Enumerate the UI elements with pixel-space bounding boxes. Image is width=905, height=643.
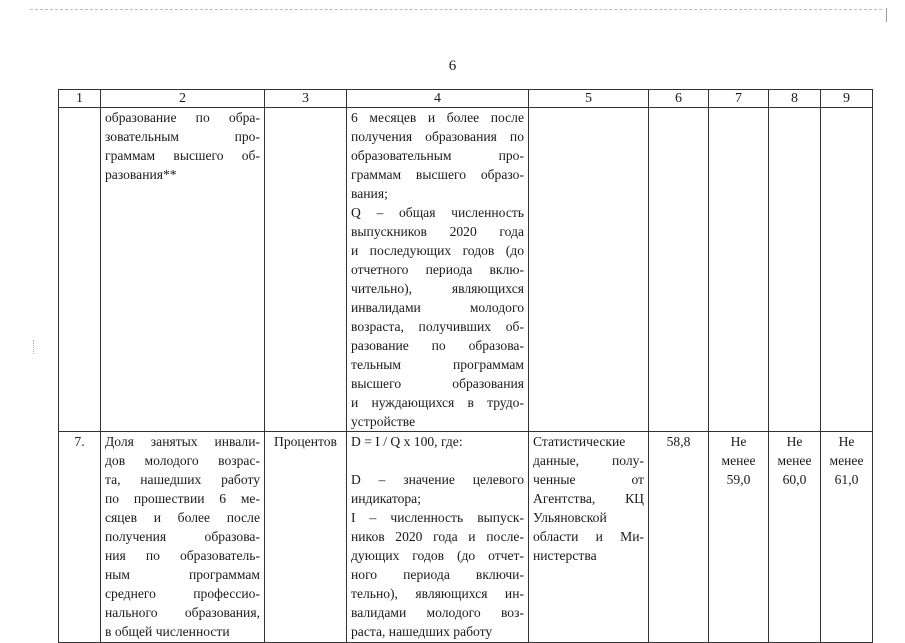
row-target-7 (709, 432, 769, 643)
column-header-7: 7 (709, 90, 769, 108)
target-line: 61,0 (834, 472, 859, 487)
text-line: данные, полу- (533, 453, 644, 468)
text-line: в общей численности (105, 624, 230, 639)
text-line: 6 месяцев и более после (351, 110, 524, 125)
row-cont-base (649, 108, 709, 432)
text-line: I – численность выпуск- (351, 510, 524, 525)
text-line: Статистические (533, 434, 626, 449)
row-cont-unit (265, 108, 347, 432)
target-line: менее (829, 453, 864, 468)
text-line: и последующих годов (до (351, 243, 524, 258)
text-line: раста, нашедших работу (351, 624, 493, 639)
row-formula (347, 432, 529, 643)
text-line: дующих годов (до отчет- (351, 548, 524, 563)
column-header-3: 3 (265, 90, 347, 108)
row-number: 7. (59, 432, 101, 643)
text-line: граммам высшего об- (105, 148, 260, 163)
text-line (351, 451, 524, 470)
row-cont-target-7 (709, 108, 769, 432)
text-line: та, нашедших работу (105, 472, 260, 487)
row-base-value: 58,8 (649, 432, 709, 643)
text-line: ников 2020 года и после- (351, 529, 524, 544)
row-cont-target-9 (821, 108, 873, 432)
column-header-8: 8 (769, 90, 821, 108)
row-cont-number (59, 108, 101, 432)
row-indicator (101, 432, 265, 643)
text-line: вания; (351, 186, 388, 201)
indicator-table (58, 89, 873, 643)
text-line: D = I / Q x 100, где: (351, 434, 463, 449)
text-line: области и Ми- (533, 529, 644, 544)
text-line: устройстве (351, 414, 416, 429)
text-line: Доля занятых инвали- (105, 434, 260, 449)
text-line: индикатора; (351, 491, 421, 506)
top-border (30, 9, 882, 10)
row-unit: Процентов (265, 432, 347, 643)
page-number: 6 (448, 58, 457, 74)
scan-mark (33, 340, 36, 354)
text-line: граммам высшего образо- (351, 167, 524, 182)
text-line: дов молодого возрас- (105, 453, 260, 468)
text-line: образовательным про- (351, 148, 524, 163)
column-header-5: 5 (529, 90, 649, 108)
column-header-9: 9 (821, 90, 873, 108)
header-row (59, 90, 873, 108)
row-source (529, 432, 649, 643)
text-line: валидами молодого воз- (351, 605, 524, 620)
column-header-1: 1 (59, 90, 101, 108)
column-header-6: 6 (649, 90, 709, 108)
text-line: тельным программам (351, 357, 524, 372)
text-line: ным программам (105, 567, 260, 582)
text-line: зовательным про- (105, 129, 260, 144)
target-line: менее (777, 453, 812, 468)
text-line: высшего образования (351, 376, 524, 391)
row-target-8 (769, 432, 821, 643)
target-line: Не (786, 434, 803, 449)
target-line: 60,0 (782, 472, 807, 487)
table-row (59, 108, 873, 432)
text-line: среднего профессио- (105, 586, 260, 601)
row-cont-target-8 (769, 108, 821, 432)
text-line: по прошествии 6 ме- (105, 491, 260, 506)
text-line: нистерства (533, 548, 597, 563)
text-line: ния по образователь- (105, 548, 260, 563)
row-target-9 (821, 432, 873, 643)
text-line: Агентства, КЦ (533, 491, 644, 506)
text-line: разования** (105, 167, 177, 182)
text-line: Q – общая численность (351, 205, 524, 220)
text-line: D – значение целевого (351, 472, 524, 487)
text-line: чительно), являющихся (351, 281, 524, 296)
column-header-4: 4 (347, 90, 529, 108)
row-cont-source (529, 108, 649, 432)
text-line: разование по образова- (351, 338, 524, 353)
table-row (59, 432, 873, 643)
column-header-2: 2 (101, 90, 265, 108)
text-line: нального образования, (105, 605, 260, 620)
text-line: инвалидами молодого (351, 300, 524, 315)
text-line: сяцев и более после (105, 510, 260, 525)
target-line: Не (730, 434, 747, 449)
target-line: менее (721, 453, 756, 468)
text-line: выпускников 2020 года (351, 224, 524, 239)
corner-mark (886, 8, 887, 22)
text-line: отчетного периода вклю- (351, 262, 524, 277)
text-line: образование по обра- (105, 110, 260, 125)
text-line: и нуждающихся в трудо- (351, 395, 524, 410)
target-line: 59,0 (726, 472, 751, 487)
text-line: возраста, получивших об- (351, 319, 524, 334)
text-line: тельно), являющихся ин- (351, 586, 524, 601)
text-line: получения образования по (351, 129, 524, 144)
text-line: получения образова- (105, 529, 260, 544)
text-line: ного периода включи- (351, 567, 524, 582)
text-line: Ульяновской (533, 510, 607, 525)
row-cont-indicator (101, 108, 265, 432)
text-line: ченные от (533, 472, 644, 487)
target-line: Не (838, 434, 855, 449)
row-cont-formula (347, 108, 529, 432)
